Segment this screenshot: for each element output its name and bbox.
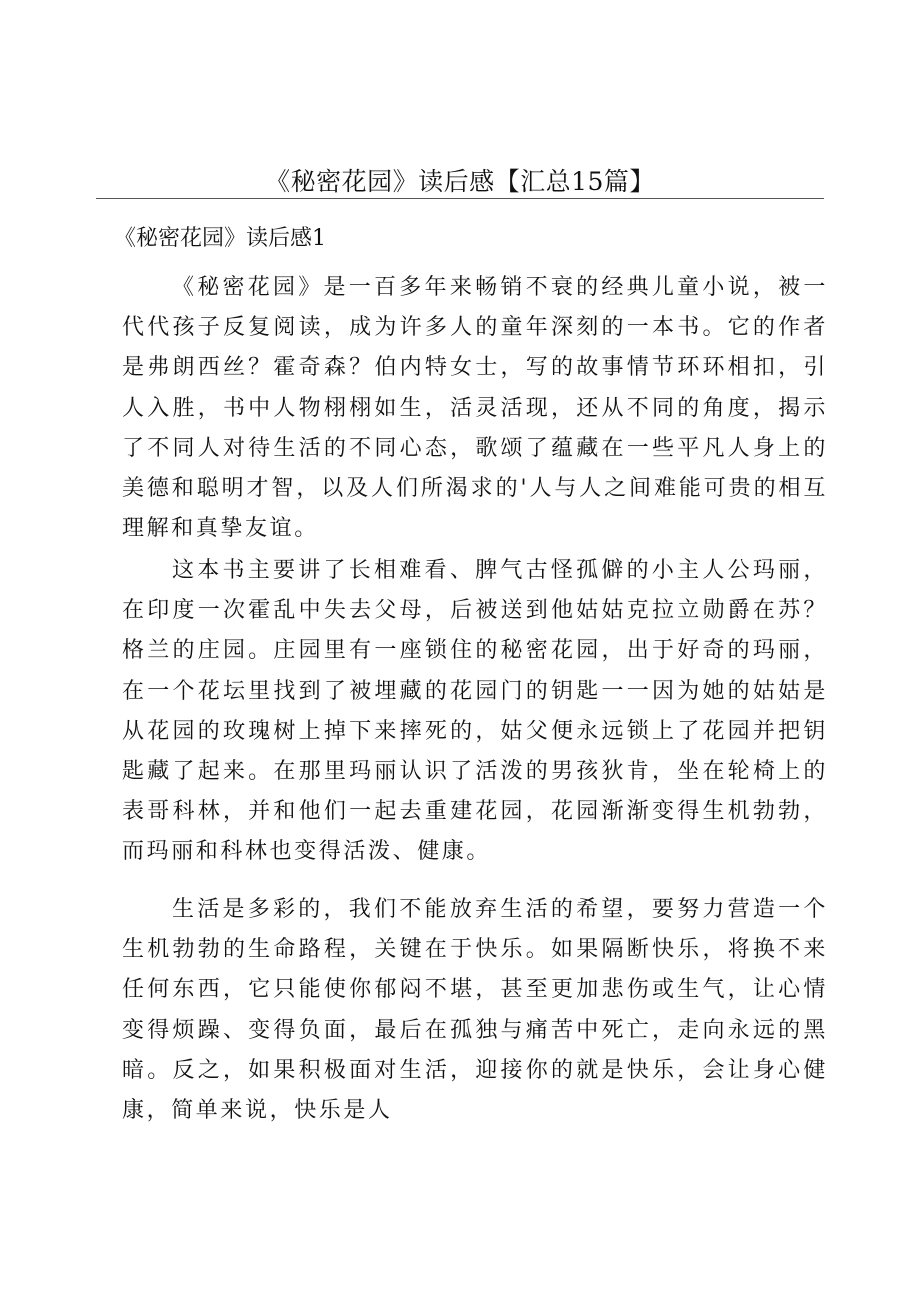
body-paragraph-1: 《秘密花园》是一百多年来畅销不衰的经典儿童小说，被一代代孩子反复阅读，成为许多人的童年深刻的一本书。它的作者是弗朗西丝？霍奇森？伯内特女士，写的故事情节环环相扣，引人入胜，书中人物栩栩如生，活灵活现，还从不同的角度，揭示了不同人对待生活的不同心态，歌颂了蕴藏在一些平凡人身上的美德和聪明才智，以及人们所渴求的'人与人之间难能可贵的相互理解和真挚友谊。 [122, 275, 828, 542]
body-paragraph-3: 生活是多彩的，我们不能放弃生活的希望，要努力营造一个生机勃勃的生命路程，关键在于快乐。如果隔断快乐，将换不来任何东西，它只能使你郁闷不堪，甚至更加悲伤或生气，让心情变得烦躁、变得负面，最后在孤独与痛苦中死亡，走向永远的黑暗。反之，如果积极面对生活，迎接你的就是快乐，会让身心健康，简单来说，快乐是人 [122, 897, 828, 1124]
document-title: 《秘密花园》读后感【汇总15篇】 [265, 167, 655, 196]
section-heading: 《秘密花园》读后感1 [114, 226, 326, 251]
body-paragraph-2: 这本书主要讲了长相难看、脾气古怪孤僻的小主人公玛丽，在印度一次霍乱中失去父母，后被送到他姑姑克拉立勋爵在苏？格兰的庄园。庄园里有一座锁住的秘密花园，出于好奇的玛丽，在一个花坛里找到了被埋藏的花园门的钥匙一一因为她的姑姑是从花园的玫瑰树上掉下来摔死的，姑父便永远锁上了花园并把钥匙藏了起来。在那里玛丽认识了活泼的男孩狄肯，坐在轮椅上的表哥科林，并和他们一起去重建花园，花园渐渐变得生机勃勃，而玛丽和科林也变得活泼、健康。 [122, 558, 828, 865]
title-divider [96, 198, 824, 199]
